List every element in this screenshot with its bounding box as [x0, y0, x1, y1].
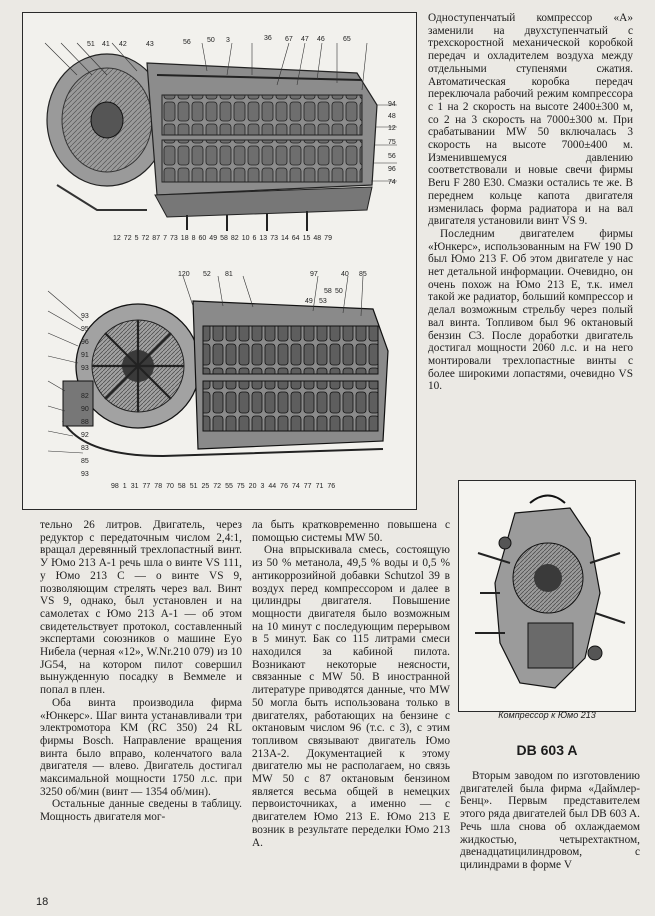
paragraph: Вторым заводом по изготовлению двигателей была фирма «Даймлер-Бенц». Первым представителем этого ряда двигателей был DB 603 A. Речь шла снова об охлаждаемом жидкостью, четырехтактном, двенадцатицилиндровом, с цилиндрами в форме V — [460, 770, 640, 871]
callout-label: 50 — [207, 37, 215, 44]
callout-label: 77 — [303, 483, 312, 490]
section-heading: DB 603 A — [516, 742, 578, 758]
callout-label: 77 — [142, 483, 151, 490]
callout-label: 51 — [87, 41, 95, 48]
callout-label: 120 — [178, 271, 190, 278]
callout-label: 81 — [225, 271, 233, 278]
left-column-text — [40, 519, 242, 824]
callout-label: 88 — [81, 419, 89, 426]
callout-label: 74 — [388, 179, 396, 186]
callout-label: 20 — [248, 483, 257, 490]
callout-label: 15 — [302, 235, 311, 242]
callout-label: 93 — [81, 365, 89, 372]
right-column-text — [428, 12, 633, 393]
callout-row — [111, 483, 401, 490]
callout-label: 72 — [141, 235, 150, 242]
callout-label: 85 — [81, 458, 89, 465]
callout-row — [113, 235, 403, 242]
callout-label: 5 — [134, 235, 139, 242]
paragraph: Одноступенчатый компрессор «А» заменили на двухступенчатый с трехскоростной механической коробкой передач и охладителем воздуха между отдельными ступенями сжатия. Автоматическая коробка передач переключала рабочий режим компрессора с 1 на 2 скорость на высоте 2400±300 м, со 2 на 3 скорость на 7000±300 м. При срабатывании MW 50 включалась 3 скорость на высоте 7000±400 м. Изменившемуся давлению соответствовали и новые свечи фирмы Beru F 280 E30. Смазки остались те же. В переднем кольце капота двигателя изменилась форма радиатора и на вал двигателя установили винт VS 9. — [428, 12, 633, 228]
callout-label: 48 — [313, 235, 322, 242]
callout-label: 74 — [291, 483, 300, 490]
callout-label: 41 — [102, 41, 110, 48]
figure-caption: Компрессор к Юмо 213 — [498, 710, 596, 720]
callout-label: 73 — [170, 235, 178, 242]
callout-label: 49 — [305, 298, 313, 305]
compressor-figure — [458, 480, 636, 712]
callout-label: 46 — [317, 36, 325, 43]
callout-label: 55 — [225, 483, 233, 490]
callout-label: 65 — [343, 36, 351, 43]
callout-label: 76 — [280, 483, 288, 490]
callout-label: 18 — [180, 235, 189, 242]
callout-label: 13 — [259, 235, 268, 242]
callout-label: 90 — [81, 406, 89, 413]
callout-label: 82 — [81, 393, 89, 400]
callout-label: 73 — [270, 235, 278, 242]
callout-label: 10 — [241, 235, 250, 242]
callout-label: 85 — [359, 271, 367, 278]
paragraph: Оба винта производила фирма «Юнкерс». Шаг винта устанавливали три электромотора KM (RC 350) 24 RL фирмы Bosch. Направление вращения винта было вправо, коленчатого вала двигателя — влево. Двигатель достигал максимальной мощности 1750 л.с. при 3250 об/мин (винт — 1354 об/мин). — [40, 696, 242, 798]
callout-label: 56 — [183, 39, 191, 46]
callout-label: 49 — [209, 235, 218, 242]
page-number: 18 — [36, 896, 49, 908]
callout-label: 58 — [324, 288, 332, 295]
callout-label: 98 — [111, 483, 119, 490]
callout-label: 83 — [81, 445, 89, 452]
callout-label: 75 — [236, 483, 245, 490]
callout-label: 75 — [388, 139, 396, 146]
callout-label: 12 — [388, 125, 396, 132]
callout-label: 44 — [268, 483, 277, 490]
callout-label: 92 — [81, 432, 89, 439]
callout-label: 12 — [113, 235, 121, 242]
callout-label: 58 — [177, 483, 186, 490]
callout-label: 97 — [310, 271, 318, 278]
paragraph: Остальные данные сведены в таблицу. Мощность двигателя мог- — [40, 798, 242, 824]
callout-label: 40 — [341, 271, 349, 278]
callout-label: 48 — [388, 113, 396, 120]
paragraph: Она впрыскивала смесь, состоящую из 50 % метанола, 49,5 % воды и 0,5 % антикоррозийной добавки Schutzol 39 в воздух перед компрессором и далее в цилиндры двигателя. Повышение мощности двигателя было возможным на 10 минут с последующим перерывом в 5 минут. Бак со 115 литрами смеси находился за кабиной пилота. Возникают некоторые неясности, связанные с MW 50. В иностранной литературе приводятся данные, что MW 50 могла быть использована только в двигателях, работающих на бензине с октановым числом 96 (т.с. с 3), с этим топливом связывают двигатель Юмо 213А-2. Документацией к этому двигателю мы не располагаем, но связь MW 50 с 87 октановым бензином является весьма общей в немецких первоисточниках, а именно — с двигателем Юмо 213 E. Юмо 213 E возник в результате переделки Юмо 213 A. — [252, 544, 450, 849]
callout-label: 96 — [81, 339, 89, 346]
paragraph: ла быть кратковременно повышена с помощью системы MW 50. — [252, 519, 450, 544]
callout-label: 94 — [388, 101, 396, 108]
callout-label: 8 — [191, 235, 196, 242]
callout-label: 43 — [146, 41, 154, 48]
callout-label: 7 — [163, 235, 167, 242]
callout-label: 96 — [388, 166, 396, 173]
callout-label: 56 — [388, 153, 396, 160]
engine-side-view-illustration — [37, 35, 402, 240]
engine-figure — [22, 12, 417, 510]
callout-label: 76 — [327, 483, 336, 490]
callout-label: 91 — [81, 352, 89, 359]
callout-label: 58 — [220, 235, 228, 242]
callout-label: 87 — [152, 235, 161, 242]
callout-label: 53 — [319, 298, 327, 305]
callout-label: 25 — [201, 483, 210, 490]
paragraph: Последним двигателем фирмы «Юнкерс», использованным на FW 190 D был Юмо 213 F. Об этом двигателе у нас нет детальной информации. Очевидно, он очень похож на Юмо 213 E, т.к. имел такой же радиатор, больший компрессор и делал возможным стрельбу через полый вал винта. Топливом был 96 октановый бензин С3. После доработки двигатель достигал мощности 2060 л.с. и на него монтировали трехлопастные винты с более широкими лопастями, очевидно VS 10. — [428, 227, 633, 393]
compressor-illustration — [460, 483, 635, 708]
callout-label: 51 — [189, 483, 198, 490]
engine-front-view-illustration — [43, 271, 403, 476]
callout-label: 36 — [264, 35, 272, 42]
callout-label: 71 — [315, 483, 324, 490]
callout-label: 6 — [252, 235, 257, 242]
callout-label: 3 — [226, 37, 230, 44]
callout-label: 93 — [81, 313, 89, 320]
callout-label: 52 — [203, 271, 211, 278]
callout-label: 47 — [301, 36, 309, 43]
middle-column-text — [252, 519, 450, 849]
callout-label: 79 — [324, 235, 332, 242]
callout-label: 64 — [291, 235, 300, 242]
callout-label: 95 — [81, 326, 89, 333]
callout-label: 42 — [119, 41, 127, 48]
callout-label: 82 — [230, 235, 239, 242]
callout-label: 72 — [213, 483, 222, 490]
callout-label: 78 — [154, 483, 163, 490]
callout-label: 72 — [123, 235, 132, 242]
callout-label: 50 — [335, 288, 343, 295]
callout-label: 14 — [280, 235, 289, 242]
paragraph: тельно 26 литров. Двигатель, через редуктор с передаточным числом 2,4:1, вращал деревянный трехлопастный винт. У Юмо 213 А-1 речь шла о винте VS 111, у Юмо 213 С — о винте VS 9, позволяющим стрелять через вал. Винт VS 9, однако, был установлен и на самолетах с Юмо 213 А-1 — об этом свидетельствует протокол, составленный экспертами союзников о машине Eyo Нибела (черная «12», W.Nr.210 079) из 10 JG54, на котором пилот совершил вынужденную посадку в Веммеле и попал в плен. — [40, 519, 242, 697]
callout-label: 60 — [198, 235, 207, 242]
callout-label: 67 — [285, 36, 293, 43]
callout-label: 93 — [81, 471, 89, 478]
callout-label: 31 — [130, 483, 139, 490]
callout-label: 3 — [260, 483, 265, 490]
callout-label: 1 — [122, 483, 127, 490]
right-bottom-column-text — [460, 770, 640, 872]
callout-label: 70 — [166, 483, 174, 490]
